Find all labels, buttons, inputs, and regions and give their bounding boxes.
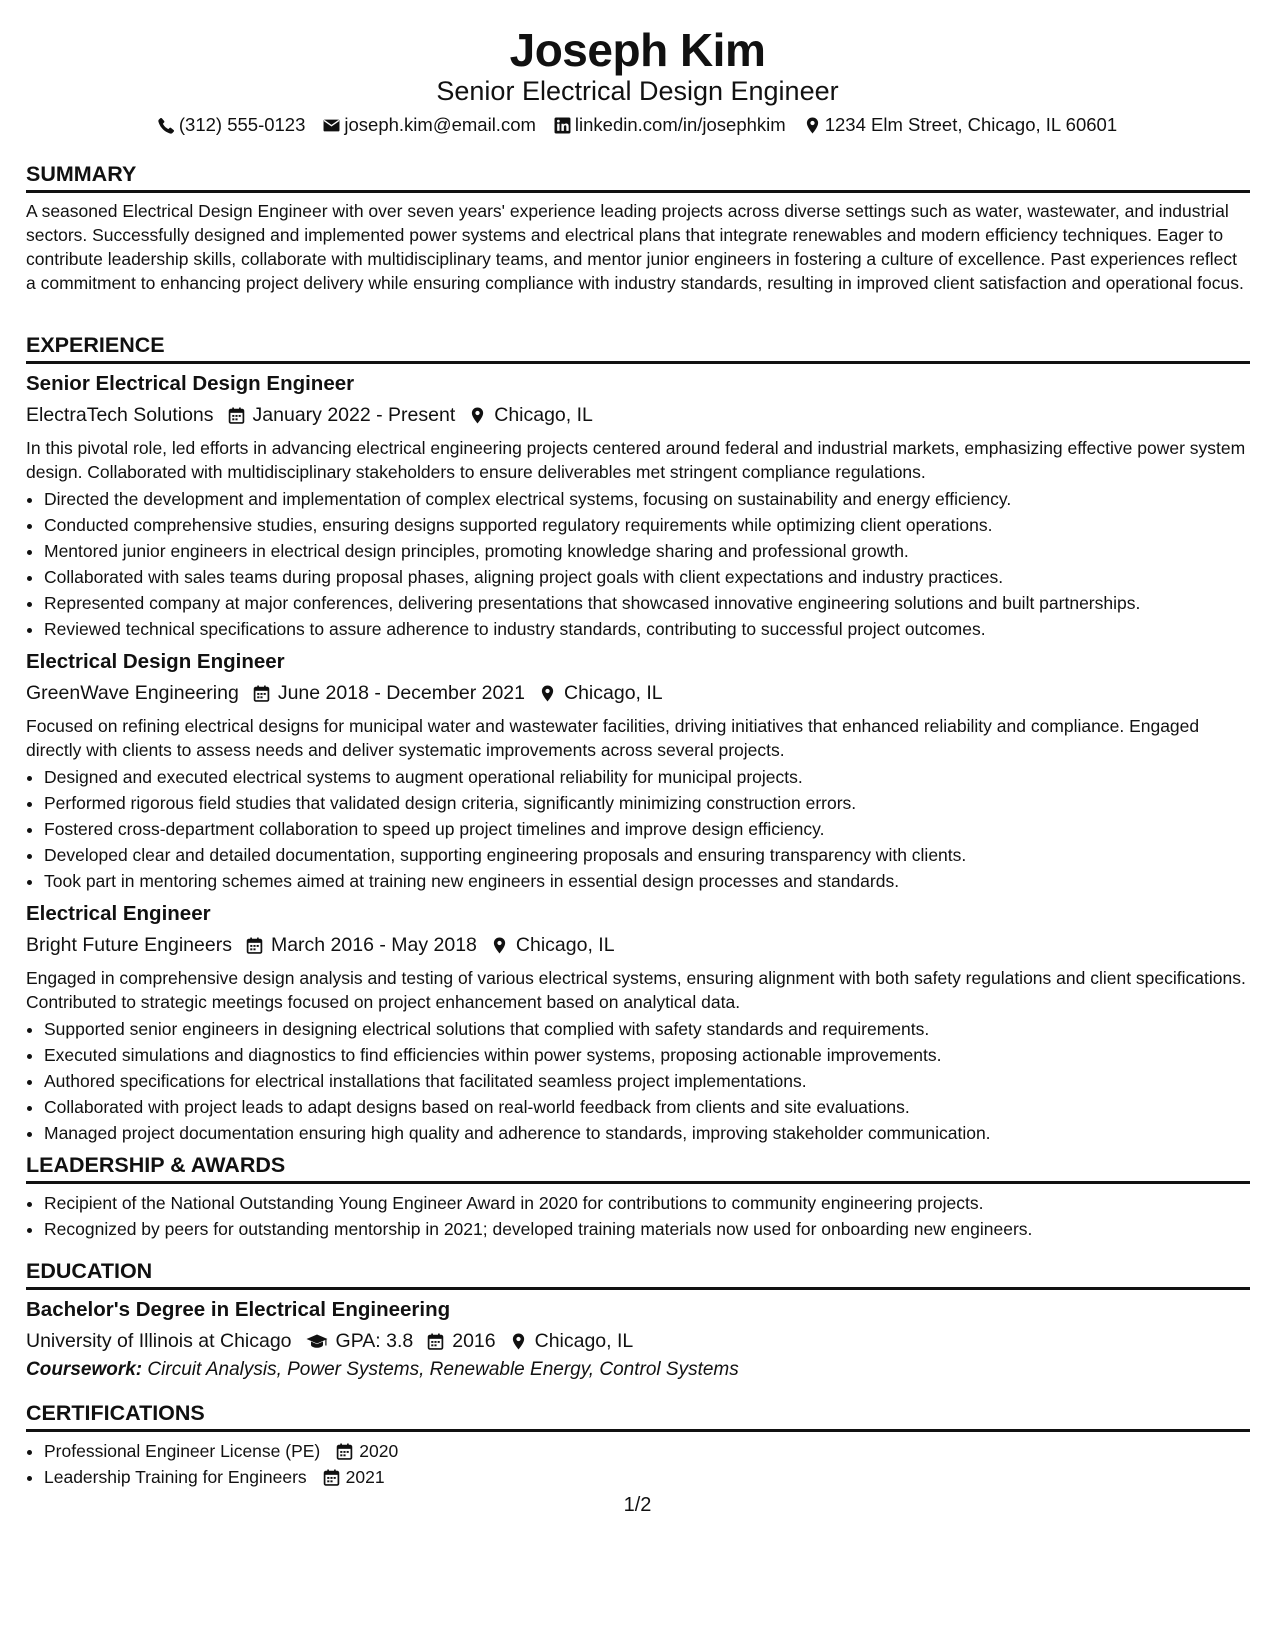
job-meta bbox=[26, 400, 1250, 430]
education-meta bbox=[26, 1326, 1250, 1356]
job-bullets bbox=[26, 486, 1250, 642]
section-heading: LEADERSHIP & AWARDS bbox=[26, 1151, 1250, 1184]
list-item: • Executed simulations and diagnostics to find efficiencies within power systems, proposing actionable improvements. bbox=[44, 1042, 1250, 1068]
experience-section bbox=[26, 331, 1250, 1146]
list-item: • Recipient of the National Outstanding Young Engineer Award in 2020 for contributions to community engineering projects. bbox=[44, 1190, 1250, 1216]
calendar-icon bbox=[427, 1333, 444, 1350]
list-item bbox=[44, 1464, 1250, 1490]
calendar-icon bbox=[246, 937, 263, 954]
list-item: • Collaborated with sales teams during proposal phases, aligning project goals with client expectations and industry practices. bbox=[44, 564, 1250, 590]
degree-title: Bachelor's Degree in Electrical Engineering bbox=[26, 1298, 451, 1321]
calendar-icon bbox=[253, 685, 270, 702]
list-item: • Developed clear and detailed documentation, supporting engineering proposals and ensuring transparency with clients. bbox=[44, 842, 1250, 868]
certification-year: 2021 bbox=[345, 1467, 385, 1487]
coursework-list: Circuit Analysis, Power Systems, Renewable Energy, Control Systems bbox=[147, 1359, 739, 1380]
list-item: • Conducted comprehensive studies, ensuring designs supported regulatory requirements while optimizing client operations. bbox=[44, 512, 1250, 538]
school-name: University of Illinois at Chicago bbox=[26, 1330, 292, 1352]
job-company: GreenWave Engineering bbox=[26, 682, 239, 704]
job-title: Senior Electrical Design Engineer bbox=[26, 372, 355, 395]
phone-text: (312) 555-0123 bbox=[178, 114, 306, 135]
envelope-icon bbox=[323, 117, 340, 134]
certifications-section bbox=[26, 1399, 1250, 1490]
page-number: 1/2 bbox=[623, 1494, 652, 1516]
job-meta bbox=[26, 930, 1250, 960]
job-entry bbox=[26, 370, 1250, 642]
contact-phone bbox=[158, 112, 306, 138]
job-location: Chicago, IL bbox=[469, 400, 593, 430]
section-heading: EXPERIENCE bbox=[26, 331, 1250, 364]
calendar-icon bbox=[336, 1443, 353, 1460]
education-year: 2016 bbox=[427, 1326, 495, 1356]
job-title: Electrical Design Engineer bbox=[26, 650, 285, 673]
list-item: • Designed and executed electrical systems to augment operational reliability for municipal projects. bbox=[44, 764, 1250, 790]
summary-section bbox=[26, 160, 1250, 295]
map-pin-icon bbox=[469, 407, 486, 424]
job-bullets bbox=[26, 764, 1250, 894]
list-item: • Mentored junior engineers in electrical design principles, promoting knowledge sharing and professional growth. bbox=[44, 538, 1250, 564]
job-description: Focused on refining electrical designs for municipal water and wastewater facilities, driving initiatives that enhanced reliability and compliance. Engaged directly with clients to assess needs and deliver systematic improvements across several projects. bbox=[26, 716, 1200, 760]
list-item bbox=[44, 1438, 1250, 1464]
calendar-icon bbox=[228, 407, 245, 424]
leadership-section bbox=[26, 1151, 1250, 1242]
list-item: • Collaborated with project leads to adapt designs based on real-world feedback from clients and site evaluations. bbox=[44, 1094, 1250, 1120]
map-pin-icon bbox=[804, 117, 821, 134]
candidate-title: Senior Electrical Design Engineer bbox=[436, 76, 839, 106]
job-company: Bright Future Engineers bbox=[26, 934, 232, 956]
list-item: • Directed the development and implementation of complex electrical systems, focusing on sustainability and energy efficiency. bbox=[44, 486, 1250, 512]
list-item: • Managed project documentation ensuring high quality and adherence to standards, improving stakeholder communication. bbox=[44, 1120, 1250, 1146]
certification-list bbox=[26, 1438, 1250, 1490]
linkedin-text: linkedin.com/in/josephkim bbox=[574, 114, 786, 135]
list-item: • Represented company at major conferences, delivering presentations that showcased innovative engineering solutions and built partnerships. bbox=[44, 590, 1250, 616]
contact-bar bbox=[0, 112, 1275, 138]
section-heading: EDUCATION bbox=[26, 1257, 1250, 1290]
list-item: • Performed rigorous field studies that validated design criteria, significantly minimizing construction errors. bbox=[44, 790, 1250, 816]
list-item: • Supported senior engineers in designing electrical solutions that complied with safety standards and requirements. bbox=[44, 1016, 1250, 1042]
graduation-cap-icon bbox=[306, 1333, 328, 1350]
linkedin-icon bbox=[554, 117, 571, 134]
map-pin-icon bbox=[491, 937, 508, 954]
education-gpa: GPA: 3.8 bbox=[306, 1326, 414, 1356]
job-description: In this pivotal role, led efforts in advancing electrical engineering projects centered around federal and industrial markets, emphasizing effective power system design. Collaborated with multidisciplinary stakeholders to ensure deliverables met stringent compliance regulations. bbox=[26, 438, 1246, 482]
education-location: Chicago, IL bbox=[510, 1326, 634, 1356]
coursework bbox=[26, 1356, 1250, 1384]
section-heading: CERTIFICATIONS bbox=[26, 1399, 1250, 1432]
list-item: • Authored specifications for electrical installations that facilitated seamless project implementations. bbox=[44, 1068, 1250, 1094]
section-heading: SUMMARY bbox=[26, 160, 1250, 193]
certification-name: • Leadership Training for Engineers bbox=[44, 1467, 307, 1487]
job-entry bbox=[26, 648, 1250, 894]
list-item: • Reviewed technical specifications to assure adherence to industry standards, contributing to successful project outcomes. bbox=[44, 616, 1250, 642]
candidate-name: Joseph Kim bbox=[509, 24, 766, 76]
leadership-bullets bbox=[26, 1190, 1250, 1242]
job-company: ElectraTech Solutions bbox=[26, 404, 214, 426]
coursework-label: Coursework: bbox=[26, 1359, 143, 1380]
job-entry bbox=[26, 900, 1250, 1146]
summary-text: A seasoned Electrical Design Engineer with over seven years' experience leading projects across diverse settings such as water, wastewater, and industrial sectors. Successfully designed and implemented power systems and electrical plans that integrate renewables and modern efficiency techniques. Eager to contribute leadership skills, collaborate with multidisciplinary teams, and mentor junior engineers in fostering a culture of excellence. Past experiences reflect a commitment to enhancing project delivery while ensuring compliance with industry standards, resulting in improved client satisfaction and operational focus. bbox=[26, 201, 1244, 293]
job-title: Electrical Engineer bbox=[26, 902, 211, 925]
map-pin-icon bbox=[539, 685, 556, 702]
job-dates: June 2018 - December 2021 bbox=[253, 678, 525, 708]
calendar-icon bbox=[323, 1469, 340, 1486]
contact-linkedin[interactable] bbox=[554, 112, 786, 138]
job-meta bbox=[26, 678, 1250, 708]
list-item: • Recognized by peers for outstanding mentorship in 2021; developed training materials now used for onboarding new engineers. bbox=[44, 1216, 1250, 1242]
contact-email[interactable] bbox=[323, 112, 536, 138]
job-dates: March 2016 - May 2018 bbox=[246, 930, 477, 960]
contact-address bbox=[804, 112, 1117, 138]
list-item: • Took part in mentoring schemes aimed at training new engineers in essential design processes and standards. bbox=[44, 868, 1250, 894]
phone-icon bbox=[158, 117, 175, 134]
job-description: Engaged in comprehensive design analysis and testing of various electrical systems, ensuring alignment with both safety regulations and client specifications. Contributed to strategic meetings focused on project enhancement based on analytical data. bbox=[26, 968, 1246, 1012]
job-location: Chicago, IL bbox=[491, 930, 615, 960]
email-text: joseph.kim@email.com bbox=[344, 114, 536, 135]
job-location: Chicago, IL bbox=[539, 678, 663, 708]
education-section bbox=[26, 1257, 1250, 1384]
certification-name: • Professional Engineer License (PE) bbox=[44, 1441, 321, 1461]
job-dates: January 2022 - Present bbox=[228, 400, 456, 430]
list-item: • Fostered cross-department collaboration to speed up project timelines and improve design efficiency. bbox=[44, 816, 1250, 842]
certification-year: 2020 bbox=[359, 1441, 399, 1461]
map-pin-icon bbox=[510, 1333, 527, 1350]
address-text: 1234 Elm Street, Chicago, IL 60601 bbox=[824, 114, 1118, 135]
job-bullets bbox=[26, 1016, 1250, 1146]
